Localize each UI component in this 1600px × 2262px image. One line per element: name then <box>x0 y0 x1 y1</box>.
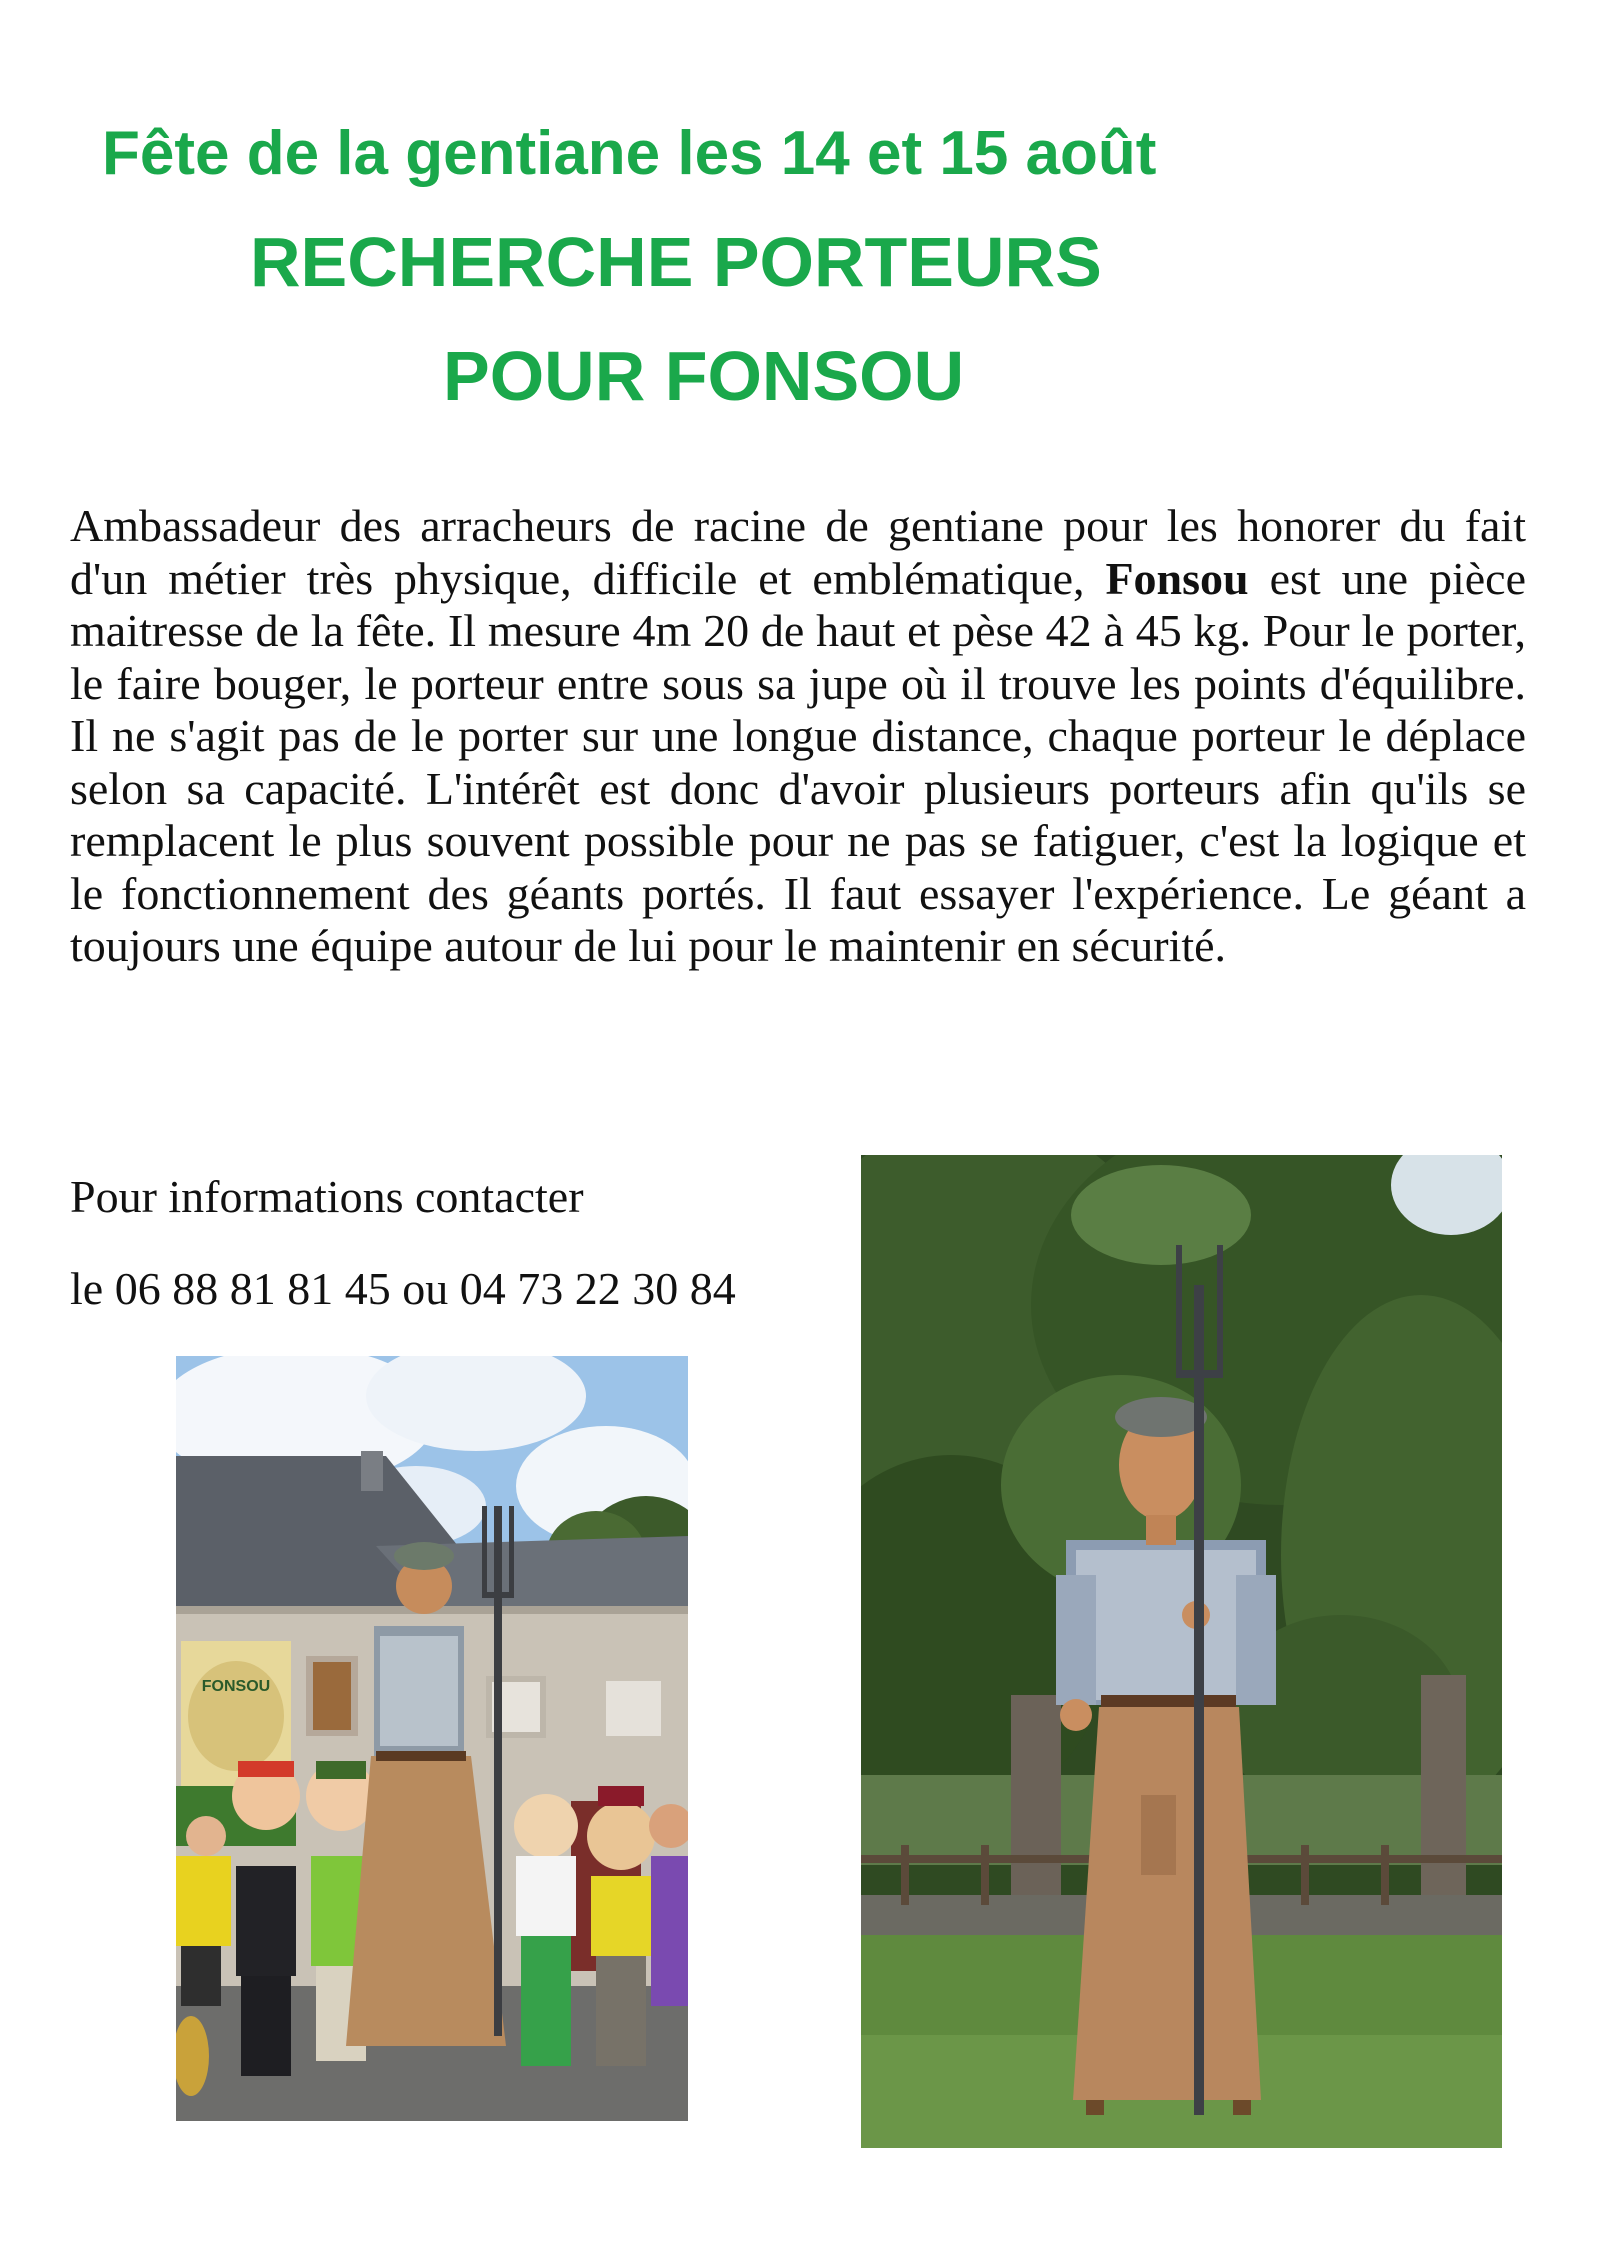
fonsou-name-bold: Fonsou <box>1105 552 1249 604</box>
event-title: Fête de la gentiane les 14 et 15 août <box>102 119 1157 188</box>
headline-pour-fonsou: POUR FONSOU <box>443 337 965 415</box>
contact-phones: le 06 88 81 81 45 ou 04 73 22 30 84 <box>70 1263 736 1314</box>
photo-street-parade-illustration <box>176 1356 688 2121</box>
photo-giant-in-park <box>861 1155 1502 2148</box>
photo-giant-in-park-illustration <box>861 1155 1502 2148</box>
description-paragraph <box>70 500 1526 973</box>
description-part2: est une pièce maitresse de la fête. Il mesure 4m 20 de haut et pèse 42 à 45 kg. Pour le porter, le faire bouger, le porteur entre sous sa jupe où il trouve les points d'équilibre. Il ne s'agit pas de le porter sur une longue distance, chaque porteur le déplace selon sa capacité. L'intérêt est donc d'avoir plusieurs porteurs afin qu'ils se remplacent le plus souvent possible pour ne pas se fatiguer, c'est la logique et le fonctionnement des géants portés. Il faut essayer l'expérience. Le géant a toujours une équipe autour de lui pour le maintenir en sécurité. <box>70 552 1527 971</box>
banner-fonsou-text: FONSOU <box>201 1678 271 1695</box>
contact-intro: Pour informations contacter <box>70 1171 584 1222</box>
headline-recherche-porteurs: RECHERCHE PORTEURS <box>250 223 1102 301</box>
description-part1: Ambassadeur des arracheurs de racine de gentiane pour les honorer du fait d'un métier très physique, difficile et emblématique, <box>70 500 1526 604</box>
photo-street-parade <box>176 1356 688 2121</box>
